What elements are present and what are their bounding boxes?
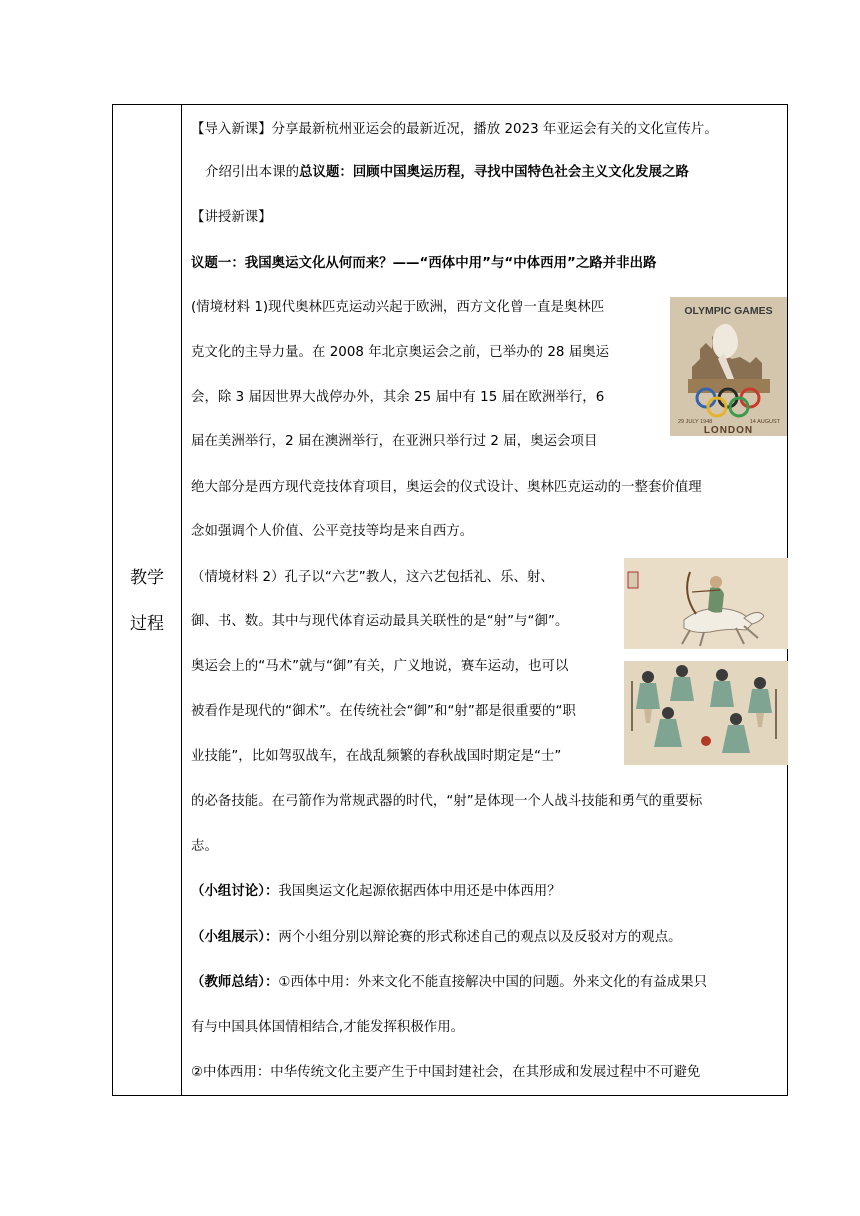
material2-line: 的必备技能。在弓箭作为常规武器的时代，“射”是体现一个人战斗技能和勇气的重要标 bbox=[191, 794, 703, 809]
row-label-line1: 教学 bbox=[130, 568, 164, 588]
row-label-line2: 过程 bbox=[130, 614, 164, 634]
material1-line: 克文化的主导力量。在 2008 年北京奥运会之前，已举办的 28 届奥运 bbox=[191, 345, 610, 360]
lecture-heading: 【讲授新课】 bbox=[191, 210, 272, 225]
material1-line: 绝大部分是西方现代竞技体育项目，奥运会的仪式设计、奥林匹克运动的一整套价值理 bbox=[191, 480, 702, 495]
ancient-football-painting bbox=[624, 661, 788, 765]
group-presentation: （小组展示）：两个小组分别以辩论赛的形式称述自己的观点以及反驳对方的观点。 bbox=[191, 930, 682, 945]
horseback-archery-painting bbox=[624, 558, 788, 649]
material2-line: 被看作是现代的“御术”。在传统社会“御”和“射”都是很重要的“职 bbox=[191, 704, 576, 719]
teacher-summary-line: ②中体西用：中华传统文化主要产生于中国封建社会，在其形成和发展过程中不可避免 bbox=[191, 1065, 701, 1080]
issue-one-heading: 议题一：我国奥运文化从何而来？——“西体中用”与“中体西用”之路并非出路 bbox=[191, 256, 657, 271]
poster-date-right: 14 AUGUST bbox=[749, 419, 780, 425]
material2-line: 志。 bbox=[191, 839, 218, 854]
intro-paragraph: 【导入新课】分享最新杭州亚运会的最新近况，播放 2023 年亚运会有关的文化宣传片。 bbox=[191, 122, 718, 137]
material2-line: 御、书、数。其中与现代体育运动最具关联性的是“射”与“御”。 bbox=[191, 614, 569, 629]
material2-line: 业技能”，比如驾驭战车，在战乱频繁的春秋战国时期定是“士” bbox=[191, 749, 562, 764]
material2-line: 奥运会上的“马术”就与“御”有关，广义地说，赛车运动，也可以 bbox=[191, 659, 569, 674]
teacher-summary-line: 有与中国具体国情相结合,才能发挥积极作用。 bbox=[191, 1020, 465, 1035]
material1-line: (情境材料 1)现代奥林匹克运动兴起于欧洲，西方文化曾一直是奥林匹 bbox=[191, 300, 605, 315]
teacher-summary: （教师总结）：①西体中用：外来文化不能直接解决中国的问题。外来文化的有益成果只 bbox=[191, 975, 708, 990]
poster-title: OLYMPIC GAMES bbox=[684, 305, 773, 317]
group-discussion: （小组讨论）：我国奥运文化起源依据西体中用还是中体西用？ bbox=[191, 884, 561, 899]
material1-line: 届在美洲举行，2 届在澳洲举行，在亚洲只举行过 2 届，奥运会项目 bbox=[191, 434, 598, 449]
lesson-table bbox=[112, 104, 788, 1096]
poster-city: LONDON bbox=[703, 425, 754, 436]
lesson-content bbox=[182, 105, 787, 1095]
material2-line: （情境材料 2）孔子以“六艺”教人，这六艺包括礼、乐、射、 bbox=[191, 570, 554, 585]
material1-line: 会，除 3 届因世界大战停办外，其余 25 届中有 15 届在欧洲举行，6 bbox=[191, 390, 605, 405]
material1-line: 念如强调个人价值、公平竞技等均是来自西方。 bbox=[191, 524, 474, 539]
topic-paragraph: 介绍引出本课的总议题：回顾中国奥运历程，寻找中国特色社会主义文化发展之路 bbox=[205, 165, 689, 180]
poster-date-left: 29 JULY 1948 bbox=[678, 419, 713, 425]
olympic-poster-image bbox=[670, 297, 787, 436]
